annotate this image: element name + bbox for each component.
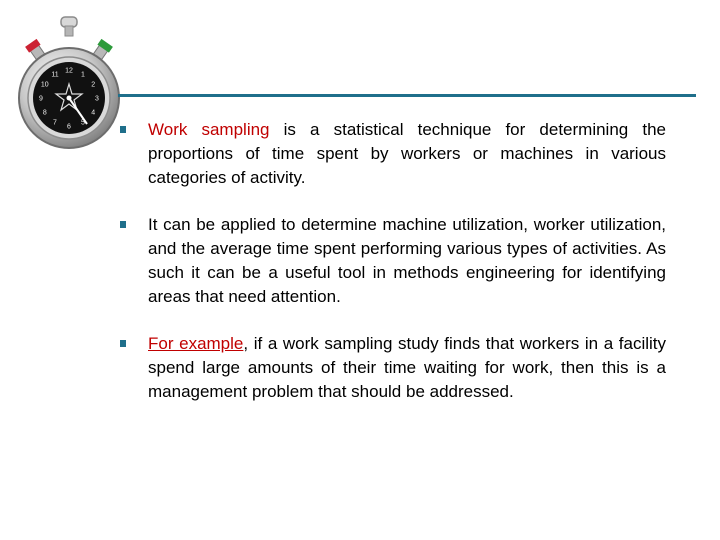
bullet-text: , if a work sampling study finds that workers in a facility spend large amounts of their time waiting for work, then this is a management problem that should be addressed.	[148, 334, 666, 401]
dial-numeral: 11	[51, 71, 59, 79]
bullet-marker	[120, 221, 126, 228]
bullet-marker	[120, 340, 126, 347]
dial-numeral: 5	[81, 119, 85, 127]
bullet-utilization	[120, 213, 666, 309]
stopwatch-icon	[18, 14, 120, 164]
dial-numeral: 12	[65, 67, 73, 75]
bullet-marker	[120, 126, 126, 133]
bullet-work-sampling	[120, 118, 666, 190]
bullet-text: is a statistical technique for determining the proportions of time spent by workers or machines in various categories of activity.	[148, 120, 666, 187]
title-divider	[118, 94, 696, 97]
dial-numeral: 2	[91, 81, 96, 89]
dial-numeral: 3	[95, 95, 99, 103]
dial-numeral: 7	[53, 119, 57, 127]
bullet-text: It can be applied to determine machine utilization, worker utilization, and the average time spent performing various types of activities. As such it can be a useful tool in methods engineering for identifying areas that need attention.	[148, 215, 666, 306]
bullet-example	[120, 332, 666, 404]
dial-numeral: 8	[42, 109, 47, 117]
work-sampling-term: Work sampling	[148, 120, 270, 139]
slide-content	[120, 118, 666, 427]
dial-numeral: 9	[39, 95, 43, 103]
for-example-link[interactable]: For example	[148, 334, 244, 353]
dial-numeral: 4	[91, 109, 96, 117]
dial-numeral: 1	[81, 71, 85, 79]
dial-numeral: 10	[40, 81, 49, 89]
dial-numeral: 6	[67, 123, 71, 131]
